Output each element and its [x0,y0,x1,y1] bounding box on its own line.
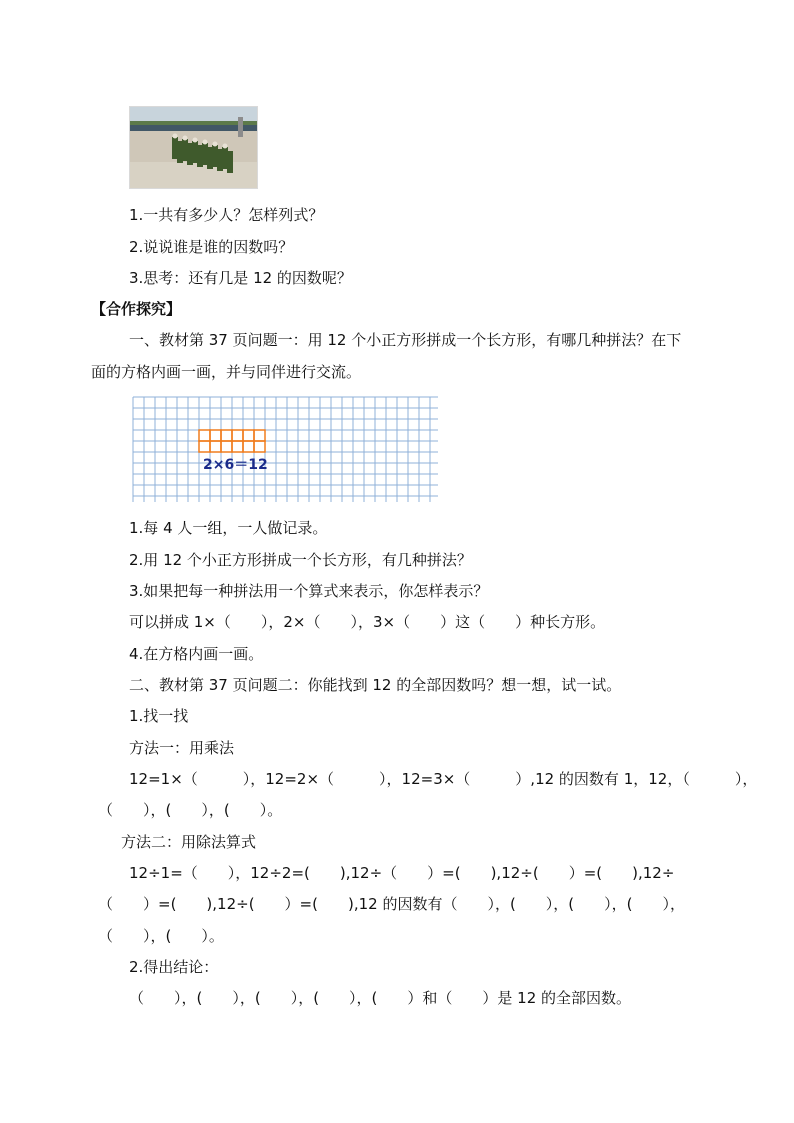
grid-equation: 2×6＝12 [203,457,268,473]
intro-question-2: 2.说说谁是谁的因数吗？ [129,238,294,256]
orange-square [243,441,254,452]
problem2-title: 二、教材第 37 页问题二：你能找到 12 的全部因数吗？想一想，试一试。 [129,676,622,694]
square-grid [130,395,438,503]
problem1-step-fill: 可以拼成 1×（ ），2×（ ），3×（ ）这（ ）种长方形。 [129,613,606,631]
orange-square [210,441,221,452]
problem2-find: 1.找一找 [129,707,189,725]
orange-square [254,430,265,441]
method1-line2: （ ），( ），( ）。 [98,801,283,819]
method1-line1: 12=1×（ ），12=2×（ ），12=3×（ ）,12 的因数有 1，12，（ ）， [129,770,758,788]
orange-square [232,441,243,452]
orange-square [243,430,254,441]
problem1-line1: 一、教材第 37 页问题一：用 12 个小正方形拼成一个长方形，有哪几种拼法？在下 [129,331,682,349]
section-header: 【合作探究】 [91,300,182,318]
problem1-step-1: 1.每 4 人一组，一人做记录。 [129,519,328,537]
method2-line2: （ ）=( ),12÷( ）=( ),12 的因数有（ ），( ），( ），( ）， [98,895,686,913]
method2-line3: （ ），( ）。 [98,927,224,945]
orange-square [199,430,210,441]
method2-label: 方法二：用除法算式 [121,833,257,851]
intro-question-3: 3.思考：还有几是 12 的因数呢？ [129,269,352,287]
intro-question-1: 1.一共有多少人？怎样列式？ [129,206,324,224]
conclusion-line: （ ），( ），( ），( ），( ）和（ ）是 12 的全部因数。 [129,989,632,1007]
orange-square [254,441,265,452]
method2-line1: 12÷1=（ ），12÷2=( ),12÷（ ）=( ),12÷( ）=( ),12÷ [129,864,675,882]
problem1-step-4: 4.在方格内画一画。 [129,645,264,663]
orange-square [210,430,221,441]
method1-label: 方法一：用乘法 [129,739,235,757]
marching-soldiers-photo [129,106,258,189]
problem1-step-3: 3.如果把每一种拼法用一个算式来表示，你怎样表示？ [129,582,489,600]
problem1-line2: 面的方格内画一画，并与同伴进行交流。 [91,363,362,381]
conclusion-label: 2.得出结论： [129,958,219,976]
orange-square [199,441,210,452]
problem1-step-2: 2.用 12 个小正方形拼成一个长方形，有几种拼法？ [129,551,472,569]
orange-square [221,430,232,441]
orange-square [221,441,232,452]
grid-drawing [130,395,438,503]
orange-square [232,430,243,441]
